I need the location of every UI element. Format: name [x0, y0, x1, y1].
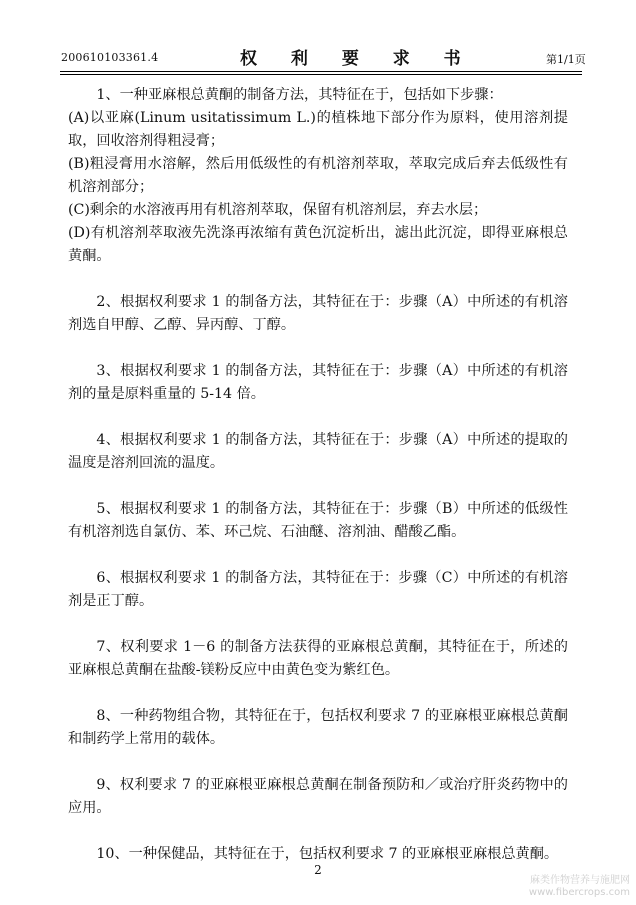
claim-10: 10、一种保健品，其特征在于，包括权利要求 7 的亚麻根亚麻根总黄酮。 — [96, 846, 559, 862]
page-info: 第1/1页 — [546, 53, 586, 66]
claim-2: 2、根据权利要求 1 的制备方法，其特征在于：步骤（A）中所述的有机溶剂选自甲醇、乙醇、异丙醇、丁醇。 — [68, 294, 568, 333]
claim-5: 5、根据权利要求 1 的制备方法，其特征在于：步骤（B）中所述的低级性有机溶剂选自氯仿、苯、环己烷、石油醚、溶剂油、醋酸乙酯。 — [68, 501, 568, 540]
claim-1-intro: 1、一种亚麻根总黄酮的制备方法，其特征在于，包括如下步骤： — [96, 87, 503, 103]
claims-body — [68, 84, 568, 889]
claim-1-step-c: (C)剩余的水溶液再用有机溶剂萃取，保留有机溶剂层，弃去水层； — [68, 202, 488, 218]
application-number: 200610103361.4 — [61, 51, 159, 64]
claim-7: 7、权利要求 1－6 的制备方法获得的亚麻根总黄酮，其特征在于，所述的亚麻根总黄酮在盐酸-镁粉反应中由黄色变为紫红色。 — [68, 639, 568, 678]
claim-1-step-b: (B)粗浸膏用水溶解，然后用低级性的有机溶剂萃取，萃取完成后弃去低级性有机溶剂部分； — [68, 156, 568, 195]
claim-6: 6、根据权利要求 1 的制备方法，其特征在于：步骤（C）中所述的有机溶剂是正丁醇。 — [68, 570, 568, 609]
watermark-line-1: 麻类作物营养与施肥网 — [530, 875, 630, 886]
watermark-line-2: www.fibercrops.com — [528, 887, 630, 898]
page-number: 2 — [314, 863, 322, 877]
claim-1-step-d: (D)有机溶剂萃取液先洗涤再浓缩有黄色沉淀析出，滤出此沉淀，即得亚麻根总黄酮。 — [68, 225, 568, 264]
claim-1-step-a: (A)以亚麻(Linum usitatissimum L.)的植株地下部分作为原料，使用溶剂提取，回收溶剂得粗浸膏； — [68, 110, 568, 149]
claim-9: 9、权利要求 7 的亚麻根亚麻根总黄酮在制备预防和／或治疗肝炎药物中的应用。 — [68, 777, 568, 816]
claim-4: 4、根据权利要求 1 的制备方法，其特征在于：步骤（A）中所述的提取的温度是溶剂回流的温度。 — [68, 432, 568, 471]
page-header — [0, 0, 636, 70]
claim-3: 3、根据权利要求 1 的制备方法，其特征在于：步骤（A）中所述的有机溶剂的量是原料重量的 5-14 倍。 — [68, 363, 568, 402]
claim-8: 8、一种药物组合物，其特征在于，包括权利要求 7 的亚麻根亚麻根总黄酮和制药学上常用的载体。 — [68, 708, 568, 747]
document-title: 权 利 要 求 书 — [240, 49, 475, 69]
header-rule-thin — [60, 74, 582, 75]
site-watermark — [529, 875, 630, 899]
header-rule — [60, 71, 582, 72]
